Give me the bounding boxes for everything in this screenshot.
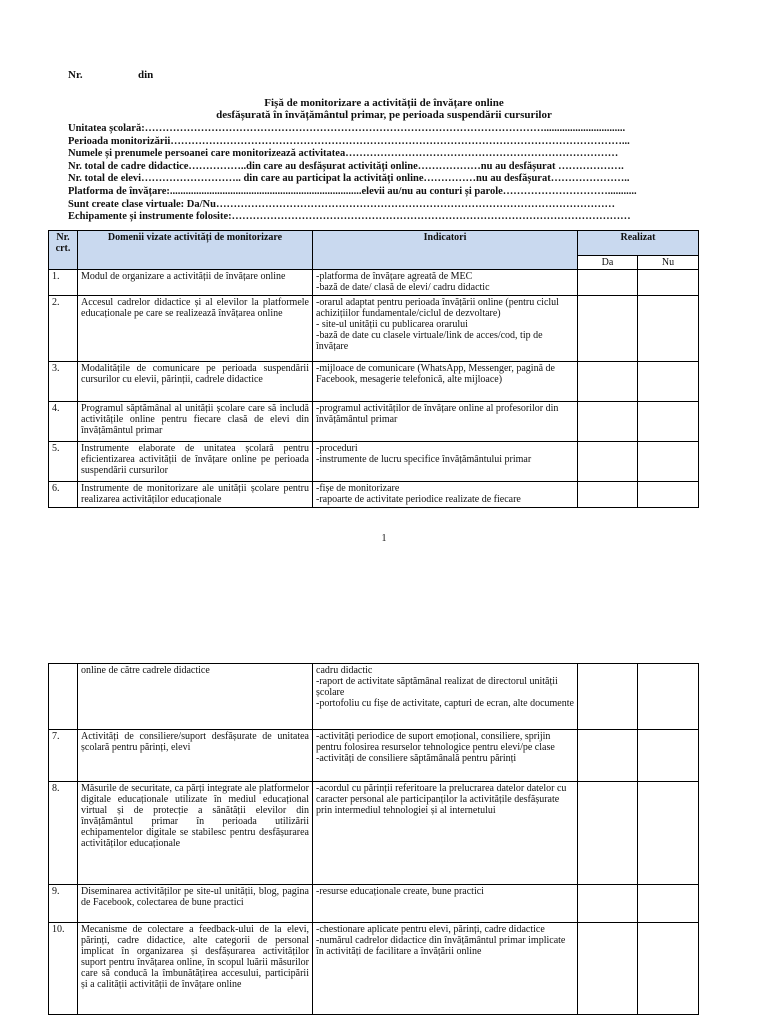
row-nr xyxy=(49,664,78,730)
row-indicatori: -chestionare aplicate pentru elevi, părinți, cadre didactice -numărul cadrelor didactice din învățământul primar implicate în activități de facilitare a învățării online xyxy=(313,923,578,1015)
title-line-1: Fișă de monitorizare a activității de învățare online xyxy=(264,97,504,109)
row-domeniu: Instrumente de monitorizare ale unității școlare pentru realizarea activităților educaționale xyxy=(78,482,313,508)
row-domeniu: Măsurile de securitate, ca părți integrate ale platformelor digitale educaționale utilizate în mediul educațional virtual și de protecție a sănătății elevilor din învățământul primar în perioada utilizării echipamentelor digitale se stabilesc pentru desfășurarea activităților educaționale xyxy=(78,782,313,885)
document-title xyxy=(0,97,768,121)
header-domenii: Domenii vizate activități de monitorizare xyxy=(78,231,313,270)
monitoring-table-page1 xyxy=(48,230,699,508)
table-row xyxy=(49,664,699,730)
row-da-cell[interactable] xyxy=(578,885,638,923)
monitoring-table-page2 xyxy=(48,663,699,1015)
row-indicatori: -activități periodice de suport emoțional, consiliere, sprijin pentru folosirea resurselor tehnologice pentru elevi/pe clase -activități de consiliere săptămânală pentru părinți xyxy=(313,730,578,782)
row-nu-cell[interactable] xyxy=(638,442,699,482)
row-nr: 9. xyxy=(49,885,78,923)
nr-label: Nr. xyxy=(68,69,83,81)
table-row xyxy=(49,482,699,508)
row-domeniu: Diseminarea activităților pe site-ul unității, blog, pagina de Facebook, colectarea de bune practici xyxy=(78,885,313,923)
row-indicatori: -programul activităților de învățare online al profesorilor din învățământul primar xyxy=(313,402,578,442)
row-indicatori: -fișe de monitorizare -rapoarte de activitate periodice realizate de fiecare xyxy=(313,482,578,508)
header-nr: Nr. crt. xyxy=(49,231,78,270)
field-echipamente: Echipamente și instrumente folosite:…………………………………………………………………………………………………… xyxy=(68,211,631,223)
table-row xyxy=(49,296,699,362)
row-nr: 8. xyxy=(49,782,78,885)
row-da-cell[interactable] xyxy=(578,730,638,782)
row-da-cell[interactable] xyxy=(578,482,638,508)
title-line-2: desfășurată în învățământul primar, pe perioada suspendării cursurilor xyxy=(216,109,552,121)
table-row xyxy=(49,730,699,782)
table-row xyxy=(49,923,699,1015)
row-nr: 1. xyxy=(49,270,78,296)
row-nu-cell[interactable] xyxy=(638,270,699,296)
row-domeniu: Activități de consiliere/suport desfășurate de unitatea școlară pentru părinți, elevi xyxy=(78,730,313,782)
row-indicatori: -orarul adaptat pentru perioada învățării online (pentru ciclul achizițiilor fundamentale/ciclul de dezvoltare) - site-ul unității cu publicarea orarului -bază de date cu clasele virtuale/link de acces/cod, tip de învățare xyxy=(313,296,578,362)
field-perioada: Perioada monitorizării…………………………………………………………………………………………………………………... xyxy=(68,135,630,147)
row-nr: 10. xyxy=(49,923,78,1015)
row-domeniu: Instrumente elaborate de unitatea școlară pentru eficientizarea activității de învățare online pe perioada suspendării cursurilor xyxy=(78,442,313,482)
row-da-cell[interactable] xyxy=(578,402,638,442)
row-nu-cell[interactable] xyxy=(638,885,699,923)
row-nu-cell[interactable] xyxy=(638,923,699,1015)
header-realizat: Realizat xyxy=(578,231,699,256)
table-row xyxy=(49,402,699,442)
row-da-cell[interactable] xyxy=(578,923,638,1015)
field-unitatea: Unitatea școlară:……………………………………………………………………………………………………............................... xyxy=(68,123,626,134)
row-domeniu: Mecanisme de colectare a feedback-ului de la elevi, părinți, cadre didactice, alte categorii de personal implicat în organizarea și desfășurarea activităților suport pentru învățarea online, în scopul luării măsurilor care să conducă la îmbunătățirea accesului, participării și a calității activității de învățare online xyxy=(78,923,313,1015)
row-domeniu: Programul săptămânal al unității școlare care să includă activitățile online pentru fiecare clasă de elevi din învățământul primar xyxy=(78,402,313,442)
row-domeniu: Accesul cadrelor didactice și al elevilor la platformele educaționale pe care se realizează învățarea online xyxy=(78,296,313,362)
table-header-row xyxy=(49,231,699,256)
row-nr: 4. xyxy=(49,402,78,442)
row-da-cell[interactable] xyxy=(578,296,638,362)
table-row xyxy=(49,442,699,482)
table-row xyxy=(49,885,699,923)
row-indicatori: -platforma de învățare agreată de MEC -bază de date/ clasă de elevi/ cadru didactic xyxy=(313,270,578,296)
field-clase-virtuale: Sunt create clase virtuale: Da/Nu…………………………………………………………………………………………………… xyxy=(68,198,615,210)
din-label: din xyxy=(138,69,154,81)
form-fields xyxy=(68,123,698,224)
row-nr: 3. xyxy=(49,362,78,402)
row-nr: 7. xyxy=(49,730,78,782)
row-da-cell[interactable] xyxy=(578,664,638,730)
row-nu-cell[interactable] xyxy=(638,482,699,508)
row-indicatori: -resurse educaționale create, bune practici xyxy=(313,885,578,923)
field-platforma: Platforma de învățare:.........................................................................elevii au/nu au conturi și parole…………………………........... xyxy=(68,185,637,197)
row-nr: 2. xyxy=(49,296,78,362)
row-nu-cell[interactable] xyxy=(638,664,699,730)
row-da-cell[interactable] xyxy=(578,782,638,885)
row-indicatori: -acordul cu părinții referitoare la prelucrarea datelor datelor cu caracter personal ale participanților la activitățile desfășurate prin intermediul tehnologiei și al internetului xyxy=(313,782,578,885)
table-row xyxy=(49,270,699,296)
field-elevi: Nr. total de elevi……………………….. din care au participat la activități online……………nu au desfășurat………………….. xyxy=(68,173,630,185)
row-da-cell[interactable] xyxy=(578,442,638,482)
row-nu-cell[interactable] xyxy=(638,296,699,362)
row-nr: 5. xyxy=(49,442,78,482)
row-indicatori: cadru didactic -raport de activitate săptămânal realizat de directorul unității școlare -portofoliu cu fișe de activitate, capturi de ecran, alte documente xyxy=(313,664,578,730)
field-nume-persoana: Numele și prenumele persoanei care monitorizează activitatea…………………………………………………………………… xyxy=(68,148,619,160)
table-row xyxy=(49,362,699,402)
row-nu-cell[interactable] xyxy=(638,782,699,885)
header-da: Da xyxy=(578,256,638,270)
row-nu-cell[interactable] xyxy=(638,362,699,402)
row-indicatori: -mijloace de comunicare (WhatsApp, Messenger, pagină de Facebook, mesagerie telefonică, alte mijloace) xyxy=(313,362,578,402)
row-nu-cell[interactable] xyxy=(638,730,699,782)
row-domeniu: Modul de organizare a activității de învățare online xyxy=(78,270,313,296)
row-domeniu: online de către cadrele didactice xyxy=(78,664,313,730)
header-indicatori: Indicatori xyxy=(313,231,578,270)
row-da-cell[interactable] xyxy=(578,362,638,402)
table-row xyxy=(49,782,699,885)
field-cadre-didactice: Nr. total de cadre didactice……………..din care au desfășurat activități online………………nu au desfășurat ………………. xyxy=(68,160,624,172)
row-da-cell[interactable] xyxy=(578,270,638,296)
row-indicatori: -proceduri -instrumente de lucru specifice învățământului primar xyxy=(313,442,578,482)
row-nr: 6. xyxy=(49,482,78,508)
row-domeniu: Modalitățile de comunicare pe perioada suspendării cursurilor cu elevii, părinții, cadrele didactice xyxy=(78,362,313,402)
row-nu-cell[interactable] xyxy=(638,402,699,442)
page-number: 1 xyxy=(381,533,387,544)
header-nu: Nu xyxy=(638,256,699,270)
